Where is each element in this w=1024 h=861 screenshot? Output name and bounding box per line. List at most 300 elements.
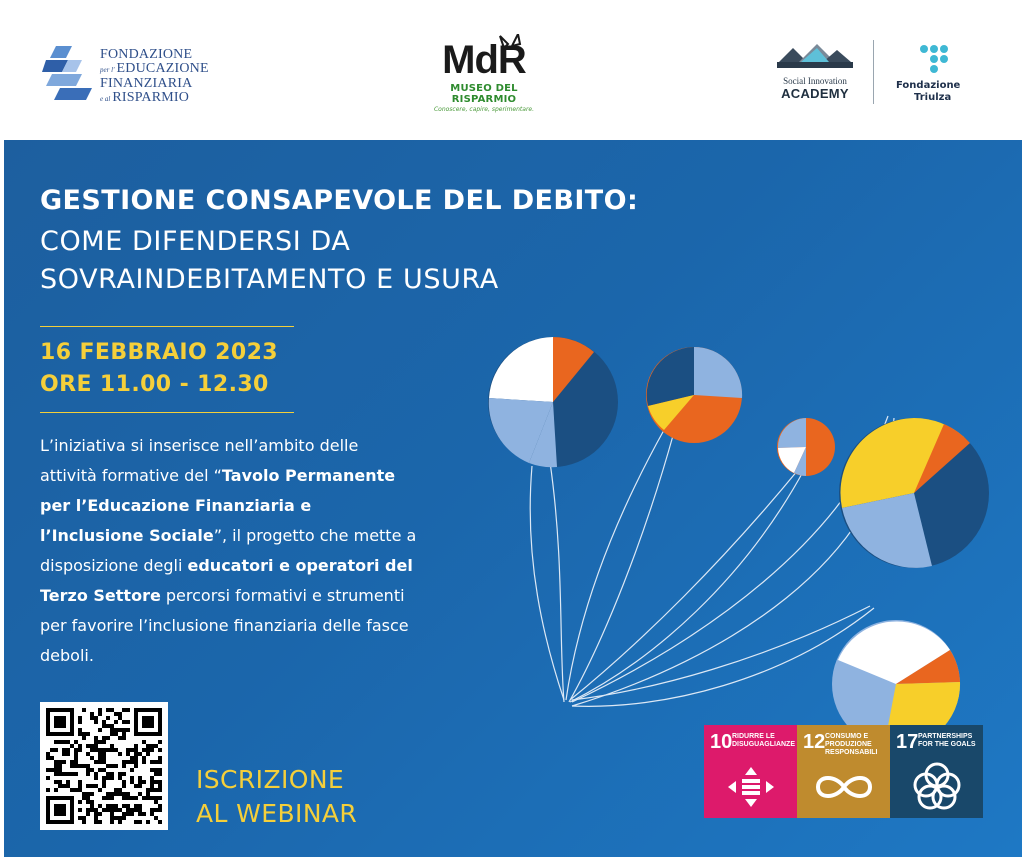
qr-module <box>74 752 78 756</box>
qr-module <box>54 804 58 808</box>
qr-module <box>154 772 158 776</box>
feduf-wordmark <box>100 48 209 106</box>
qr-module <box>158 780 162 784</box>
qr-module <box>110 812 114 816</box>
cta-line1[interactable]: ISCRIZIONE <box>196 765 345 794</box>
desc-bold-1: Tavolo Permanente per l’Educazione Finanziaria e l’Inclusione Sociale <box>40 466 396 545</box>
qr-module <box>74 772 78 776</box>
balloon-pie-4 <box>839 418 989 568</box>
qr-module <box>122 720 126 724</box>
qr-module <box>122 804 126 808</box>
qr-module <box>158 772 162 776</box>
qr-module <box>158 712 162 716</box>
qr-module <box>114 816 118 820</box>
qr-module <box>122 732 126 736</box>
qr-module <box>86 772 90 776</box>
qr-module <box>82 764 86 768</box>
qr-module <box>130 780 134 784</box>
qr-module <box>74 788 78 792</box>
qr-module <box>90 800 94 804</box>
qr-module <box>54 768 58 772</box>
qr-module <box>66 748 70 752</box>
qr-module <box>150 732 154 736</box>
qr-module <box>142 708 146 712</box>
qr-module <box>46 712 50 716</box>
qr-module <box>154 800 158 804</box>
qr-module <box>70 708 74 712</box>
qr-module <box>98 820 102 824</box>
qr-module <box>62 752 66 756</box>
mdr-mark: MdR <box>442 38 526 82</box>
qr-module <box>154 760 158 764</box>
qr-module <box>82 708 86 712</box>
qr-module <box>78 816 82 820</box>
qr-module <box>62 808 66 812</box>
qr-module <box>150 716 154 720</box>
qr-module <box>110 776 114 780</box>
title-line3: SOVRAINDEBITAMENTO E USURA <box>40 264 499 295</box>
qr-module <box>86 792 90 796</box>
qr-module <box>142 716 146 720</box>
qr-module <box>150 788 154 792</box>
qr-module <box>74 756 78 760</box>
qr-module <box>78 744 82 748</box>
qr-module <box>86 764 90 768</box>
qr-module <box>70 820 74 824</box>
qr-module <box>94 772 98 776</box>
qr-module <box>58 812 62 816</box>
divider-top <box>40 326 294 327</box>
reduced-inequality-icon <box>704 759 797 815</box>
qr-module <box>126 708 130 712</box>
qr-module <box>146 788 150 792</box>
qr-module <box>50 820 54 824</box>
qr-module <box>46 708 50 712</box>
qr-module <box>62 784 66 788</box>
sdg-17-label: PARTNERSHIPS FOR THE GOALS <box>918 733 976 748</box>
qr-module <box>78 720 82 724</box>
qr-module <box>122 736 126 740</box>
qr-module <box>110 796 114 800</box>
qr-module <box>102 756 106 760</box>
qr-module <box>146 724 150 728</box>
logo-divider <box>873 40 874 104</box>
qr-module <box>54 748 58 752</box>
partnership-rings-icon <box>890 759 983 815</box>
qr-module <box>130 796 134 800</box>
qr-module <box>106 724 110 728</box>
qr-module <box>94 736 98 740</box>
qr-module <box>126 752 130 756</box>
qr-module <box>138 752 142 756</box>
qr-module <box>98 756 102 760</box>
qr-module <box>134 724 138 728</box>
qr-module <box>138 708 142 712</box>
qr-module <box>62 708 66 712</box>
qr-module <box>122 816 126 820</box>
qr-module <box>94 776 98 780</box>
mdr-logo[interactable] <box>424 38 544 113</box>
qr-module <box>126 720 130 724</box>
qr-module <box>46 804 50 808</box>
qr-module <box>102 796 106 800</box>
qr-module <box>142 720 146 724</box>
event-date: 16 FEBBRAIO 2023 <box>40 340 279 365</box>
qr-module <box>122 812 126 816</box>
balloon-pie-1 <box>488 337 618 467</box>
qr-module <box>146 752 150 756</box>
qr-module <box>54 764 58 768</box>
qr-module <box>78 784 82 788</box>
qr-module <box>58 720 62 724</box>
qr-module <box>66 772 70 776</box>
qr-module <box>90 792 94 796</box>
qr-module <box>90 748 94 752</box>
qr-module <box>74 760 78 764</box>
qr-module <box>94 760 98 764</box>
qr-module <box>158 768 162 772</box>
qr-module <box>126 804 130 808</box>
sia-big-text: ACADEMY <box>781 86 849 101</box>
qr-module <box>66 708 70 712</box>
sdg-17-tile[interactable] <box>890 725 983 818</box>
qr-module <box>94 748 98 752</box>
qr-module <box>62 724 66 728</box>
qr-module <box>82 792 86 796</box>
qr-module <box>150 748 154 752</box>
qr-module <box>142 732 146 736</box>
qr-module <box>46 720 50 724</box>
qr-module <box>138 808 142 812</box>
qr-module <box>142 812 146 816</box>
qr-module <box>62 760 66 764</box>
qr-module <box>150 760 154 764</box>
qr-module <box>58 780 62 784</box>
qr-module <box>54 716 58 720</box>
qr-module <box>46 768 50 772</box>
qr-module <box>46 812 50 816</box>
qr-module <box>58 764 62 768</box>
qr-module <box>82 736 86 740</box>
qr-module <box>58 804 62 808</box>
qr-module <box>106 708 110 712</box>
qr-module <box>58 716 62 720</box>
triulza-line2: Triulza <box>914 92 952 103</box>
qr-module <box>150 708 154 712</box>
fondazione-triulza-logo[interactable] <box>896 44 986 106</box>
qr-module <box>62 740 66 744</box>
qr-module <box>118 816 122 820</box>
qr-module <box>130 748 134 752</box>
qr-module <box>58 820 62 824</box>
qr-module <box>98 788 102 792</box>
qr-module <box>78 728 82 732</box>
qr-module <box>54 796 58 800</box>
qr-module <box>102 748 106 752</box>
qr-module <box>146 748 150 752</box>
desc-bold-2: educatori e operatori del Terzo Settore <box>40 556 413 605</box>
qr-module <box>134 820 138 824</box>
qr-module <box>90 784 94 788</box>
qr-module <box>94 784 98 788</box>
qr-module <box>134 716 138 720</box>
qr-module <box>102 808 106 812</box>
qr-module <box>114 788 118 792</box>
qr-module <box>66 784 70 788</box>
qr-module <box>134 744 138 748</box>
qr-module <box>54 740 58 744</box>
qr-module <box>158 720 162 724</box>
qr-module <box>158 760 162 764</box>
qr-module <box>106 736 110 740</box>
qr-module <box>158 756 162 760</box>
infinity-loop-icon <box>797 759 890 815</box>
qr-module <box>134 748 138 752</box>
qr-module <box>106 804 110 808</box>
qr-module <box>78 808 82 812</box>
qr-module <box>158 788 162 792</box>
qr-module <box>134 756 138 760</box>
qr-module <box>130 756 134 760</box>
qr-module <box>74 748 78 752</box>
qr-module <box>154 744 158 748</box>
qr-module <box>150 784 154 788</box>
qr-module <box>102 740 106 744</box>
qr-module <box>98 748 102 752</box>
qr-module <box>138 820 142 824</box>
qr-module <box>54 820 58 824</box>
qr-module <box>142 740 146 744</box>
qr-module <box>110 804 114 808</box>
qr-module <box>50 708 54 712</box>
qr-module <box>158 708 162 712</box>
pie-chart-balloons-illustration <box>444 260 1004 760</box>
sdg-17-number: 17 <box>896 731 919 753</box>
divider-bottom <box>40 412 294 413</box>
qr-module <box>50 732 54 736</box>
qr-module <box>46 756 50 760</box>
qr-module <box>106 776 110 780</box>
qr-module <box>110 732 114 736</box>
qr-module <box>126 728 130 732</box>
header <box>0 0 1024 140</box>
qr-module <box>102 724 106 728</box>
sdg-10-label: RIDURRE LE DISUGUAGLIANZE <box>732 733 795 748</box>
qr-module <box>142 760 146 764</box>
mdr-name: MUSEO DEL RISPARMIO <box>450 83 518 105</box>
triulza-wordmark <box>896 80 960 104</box>
qr-module <box>46 752 50 756</box>
qr-module <box>114 792 118 796</box>
qr-module <box>90 804 94 808</box>
qr-module <box>154 708 158 712</box>
desc-text-2: ”, il progetto che mette a disposizione degli <box>40 526 417 575</box>
qr-module <box>54 732 58 736</box>
qr-module <box>130 812 134 816</box>
qr-module <box>106 796 110 800</box>
sdg-10-tile[interactable] <box>704 725 797 818</box>
qr-module <box>70 804 74 808</box>
qr-module <box>118 752 122 756</box>
balloon-pie-3 <box>777 418 835 476</box>
qr-module <box>158 796 162 800</box>
qr-module <box>110 816 114 820</box>
qr-module <box>146 796 150 800</box>
qr-module <box>134 760 138 764</box>
qr-module <box>78 788 82 792</box>
qr-module <box>154 816 158 820</box>
desc-text-1: L’iniziativa si inserisce nell’ambito delle attività formative del “ <box>40 436 359 485</box>
qr-module <box>102 736 106 740</box>
qr-module <box>114 728 118 732</box>
qr-module <box>54 708 58 712</box>
qr-module <box>98 768 102 772</box>
qr-module <box>138 784 142 788</box>
qr-module <box>110 764 114 768</box>
sdg-12-number: 12 <box>803 731 826 753</box>
qr-module <box>118 792 122 796</box>
qr-module <box>118 808 122 812</box>
qr-module <box>154 788 158 792</box>
qr-module <box>58 708 62 712</box>
qr-module <box>66 752 70 756</box>
qr-module <box>114 732 118 736</box>
qr-module <box>158 820 162 824</box>
qr-module <box>122 796 126 800</box>
qr-module <box>106 792 110 796</box>
qr-module <box>134 808 138 812</box>
qr-module <box>58 772 62 776</box>
qr-module <box>146 820 150 824</box>
qr-module <box>70 744 74 748</box>
qr-module <box>46 788 50 792</box>
qr-module <box>58 724 62 728</box>
qr-module <box>86 800 90 804</box>
qr-module <box>58 784 62 788</box>
title-line1: GESTIONE CONSAPEVOLE DEL DEBITO: <box>40 185 639 216</box>
feduf-line4: RISPARMIO <box>112 90 190 105</box>
qr-module <box>90 712 94 716</box>
qr-module <box>94 820 98 824</box>
cta-line2[interactable]: AL WEBINAR <box>196 799 358 828</box>
qr-module <box>98 760 102 764</box>
qr-module <box>110 744 114 748</box>
qr-module <box>102 780 106 784</box>
social-innovation-academy-logo[interactable] <box>770 40 860 106</box>
qr-module <box>102 752 106 756</box>
qr-module <box>90 716 94 720</box>
qr-module <box>138 776 142 780</box>
qr-module <box>70 764 74 768</box>
qr-module <box>62 732 66 736</box>
qr-module <box>150 720 154 724</box>
qr-module <box>106 808 110 812</box>
qr-module <box>66 732 70 736</box>
qr-module <box>50 768 54 772</box>
qr-module <box>154 780 158 784</box>
qr-module <box>146 732 150 736</box>
qr-module <box>114 712 118 716</box>
qr-module <box>158 724 162 728</box>
qr-module <box>46 796 50 800</box>
qr-module <box>110 808 114 812</box>
qr-module <box>114 808 118 812</box>
triulza-line1: Fondazione <box>896 80 961 91</box>
desc-text-3: percorsi formativi e strumenti per favorire l’inclusione finanziaria delle fasce deboli. <box>40 586 409 665</box>
sia-small-text: Social Innovation <box>783 76 847 86</box>
qr-module <box>50 796 54 800</box>
qr-module <box>98 728 102 732</box>
qr-module <box>118 712 122 716</box>
qr-module <box>74 740 78 744</box>
qr-module <box>62 796 66 800</box>
qr-module <box>58 796 62 800</box>
qr-module <box>98 752 102 756</box>
qr-module <box>134 712 138 716</box>
qr-module <box>98 812 102 816</box>
qr-module <box>46 820 50 824</box>
qr-module <box>106 748 110 752</box>
qr-module <box>46 716 50 720</box>
qr-module <box>122 728 126 732</box>
qr-module <box>46 816 50 820</box>
qr-module <box>126 796 130 800</box>
qr-module <box>62 716 66 720</box>
qr-module <box>58 808 62 812</box>
feduf-line4-prefix: e al <box>100 95 111 103</box>
qr-module <box>158 732 162 736</box>
qr-module <box>46 724 50 728</box>
qr-module <box>138 732 142 736</box>
qr-module <box>102 768 106 772</box>
qr-module <box>66 796 70 800</box>
qr-module <box>146 744 150 748</box>
qr-code-icon[interactable] <box>40 702 168 830</box>
qr-module <box>150 768 154 772</box>
qr-module <box>102 760 106 764</box>
qr-module <box>158 784 162 788</box>
sdg-10-number: 10 <box>710 731 733 753</box>
triulza-dots-icon <box>918 44 958 78</box>
qr-module <box>70 760 74 764</box>
qr-module <box>54 780 58 784</box>
qr-module <box>58 768 62 772</box>
qr-module <box>70 808 74 812</box>
qr-module <box>130 760 134 764</box>
qr-module <box>54 788 58 792</box>
qr-module <box>150 724 154 728</box>
qr-module <box>150 744 154 748</box>
qr-module <box>150 780 154 784</box>
qr-module <box>114 748 118 752</box>
qr-module <box>126 760 130 764</box>
sdg-12-tile[interactable] <box>797 725 890 818</box>
qr-module <box>78 748 82 752</box>
qr-module <box>82 820 86 824</box>
qr-module <box>50 748 54 752</box>
event-banner <box>4 140 1022 857</box>
event-description <box>40 431 420 671</box>
qr-module <box>50 756 54 760</box>
qr-module <box>134 764 138 768</box>
qr-module <box>78 732 82 736</box>
qr-module <box>74 764 78 768</box>
qr-module <box>138 804 142 808</box>
feduf-logo[interactable] <box>42 44 232 108</box>
mdr-tagline: Conoscere, capire, sperimentare. <box>433 106 535 113</box>
qr-module <box>154 768 158 772</box>
qr-module <box>142 748 146 752</box>
